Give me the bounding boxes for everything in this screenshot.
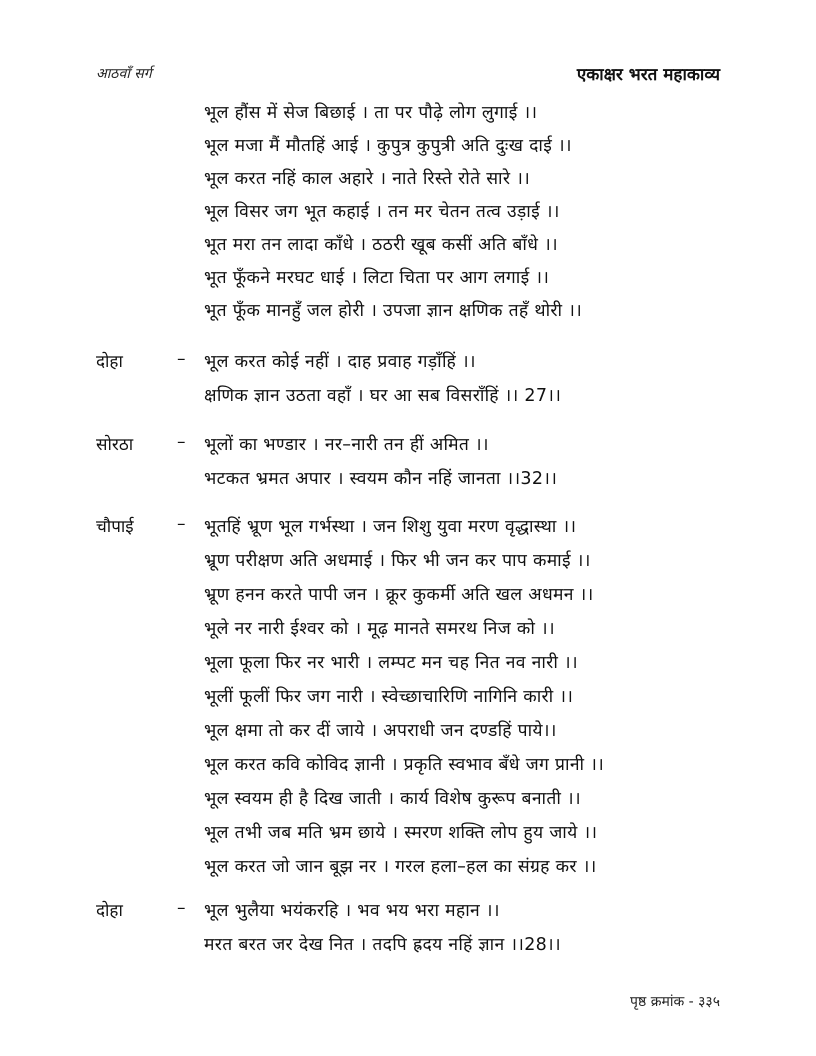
verse-line: भूले नर नारी ईश्वर को । मूढ़ मानते समरथ निज को ।। (204, 619, 555, 639)
verse-line: भूलों का भण्डार । नर–नारी तन हीं अमित ।। (204, 435, 489, 455)
verse-type-dash: – (177, 898, 186, 918)
verse-line: भ्रूण परीक्षण अति अधमाई । फिर भी जन कर पाप कमाई ।। (204, 551, 591, 571)
verse-line: भ्रूण हनन करते पापी जन । क्रूर कुकर्मी अति खल अधमन ।। (204, 585, 594, 605)
verse-line: भूल स्वयम ही है दिख जाती । कार्य विशेष कुरूप बनाती ।। (204, 789, 581, 809)
verse-line: भूत मरा तन लादा काँधे । ठठरी खूब कसीं अति बाँधे ।। (204, 235, 558, 255)
page-number: पृष्ठ क्रमांक - ३३५ (630, 994, 720, 1010)
verse-line: भूल करत नहिं काल अहारे । नाते रिस्ते रोते सारे ।। (204, 169, 531, 189)
verse-line: भूल भुलैया भयंकरहि । भव भय भरा महान ।। (204, 901, 500, 921)
verse-line: भूल हौंस में सेज बिछाई । ता पर पौढ़े लोग लुगाई ।। (204, 103, 538, 123)
verse-line: भूल करत जो जान बूझ नर । गरल हला–हल का संग्रह कर ।। (204, 857, 597, 877)
verse-type-dash: – (177, 349, 186, 369)
verse-type-label: चौपाई (96, 517, 134, 537)
verse-line: भूल करत कोई नहीं । दाह प्रवाह गड़ाँहिं ।। (204, 352, 476, 372)
verse-line: भूत फूँकने मरघट धाई । लिटा चिता पर आग लगाई ।। (204, 268, 550, 288)
verse-line: भूल विसर जग भूत कहाई । तन मर चेतन तत्व उड़ाई ।। (204, 202, 560, 222)
verse-line: मरत बरत जर देख नित । तदपि ह्रदय नहिं ज्ञान ।।28।। (204, 935, 561, 955)
chapter-header: आठवाँ सर्ग (96, 66, 152, 82)
verse-line: भूतहिं भ्रूण भूल गर्भस्था । जन शिशु युवा मरण वृद्धास्था ।। (204, 517, 577, 537)
verse-type-dash: – (177, 432, 186, 452)
verse-type-dash: – (177, 514, 186, 534)
verse-type-label: दोहा (96, 352, 123, 372)
verse-line: भूत फूँक मानहुँ जल होरी । उपजा ज्ञान क्षणिक तहँ थोरी ।। (204, 301, 583, 321)
verse-line: भूला फूला फिर नर भारी । लम्पट मन चह नित नव नारी ।। (204, 653, 578, 673)
verse-type-label: सोरठा (96, 435, 134, 455)
verse-line: भटकत भ्रमत अपार । स्वयम कौन नहिं जानता ।।32।। (204, 469, 558, 489)
verse-line: भूल मजा मैं मौतहिं आई । कुपुत्र कुपुत्री अति दुःख दाई ।। (204, 136, 572, 156)
verse-type-label: दोहा (96, 901, 123, 921)
verse-line: क्षणिक ज्ञान उठता वहाँ । घर आ सब विसराँहिं ।। 27।। (204, 386, 562, 406)
verse-line: भूलीं फूलीं फिर जग नारी । स्वेच्छाचारिणि नागिनि कारी ।। (204, 687, 574, 707)
book-title-header: एकाक्षर भरत महाकाव्य (576, 65, 720, 85)
verse-line: भूल क्षमा तो कर दीं जाये । अपराधी जन दण्डहिं पाये।। (204, 721, 557, 741)
verse-line: भूल तभी जब मति भ्रम छाये । स्मरण शक्ति लोप हुय जाये ।। (204, 823, 598, 843)
verse-line: भूल करत कवि कोविद ज्ञानी । प्रकृति स्वभाव बँधे जग प्रानी ।। (204, 755, 605, 775)
